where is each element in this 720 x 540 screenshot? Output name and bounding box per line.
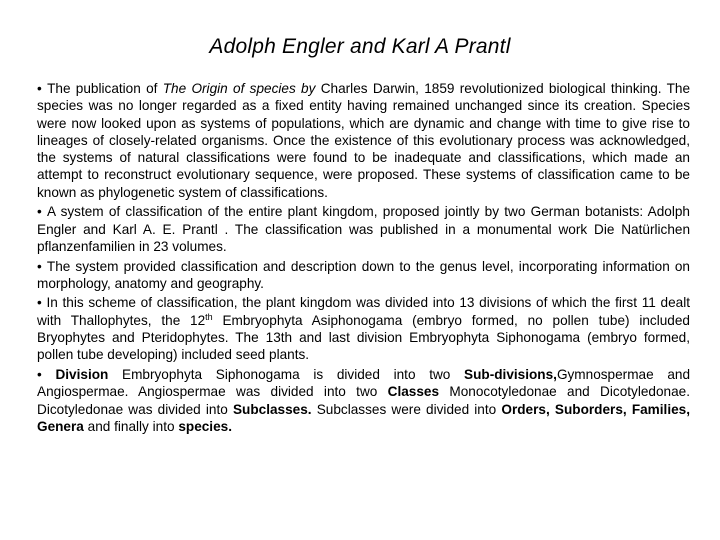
bold-term: Sub-divisions, [464,366,557,382]
text-run: Charles Darwin, 1859 revolutionized biological thinking. The species was no longer regarded as a fixed entity having remained unchanged since its creation. Species were now looked upon as systems of populations, which are dynamic and change with time to give rise to lineages of closely-related organisms. Once the existence of this evolutionary process was acknowledged, the systems of natural classifications were found to be inadequate and classifications, which made an attempt to reconstruct evolutionary sequence, were proposed. These systems of classification came to be known as phylogenetic system of classifications. [37,81,691,200]
italic-title: The Origin of species by [162,81,316,96]
bullet-marker: • [37,204,42,220]
text-run: The system provided classification and description down to the genus level, incorporating information on morphology, anatomy and geography. [37,258,690,291]
text-run: and finally into [83,418,179,434]
bullet-paragraph [37,366,690,435]
bullet-paragraph [37,80,690,201]
bullet-paragraph [37,258,690,293]
text-run: Embryophyta Siphonogama is divided into two [108,366,465,382]
text-run: Embryophyta Asiphonogama (embryo formed, no pollen tube) included Bryophytes and Pteridophytes. The 13th and last division Embryophyta Siphonogama (embryo formed, pollen tube developing) included seed plants. [37,312,690,363]
bullet-marker: • [37,81,42,96]
slide-body [37,80,690,437]
bold-term: Classes [387,384,440,400]
text-run: Monocotyledonae and Dicotyledonae. Dicotyledonae was divided into [37,384,690,417]
text-run: The publication of [47,81,163,96]
bold-term: Orders, Suborders, Families, Genera [37,401,690,434]
ordinal-superscript: th [205,311,213,322]
text-run: In this scheme of classification, the plant kingdom was divided into 13 divisions of which the first 11 dealt with Thallophytes, the 12 [37,295,690,328]
bold-term: Subclasses. [232,401,312,417]
bold-term: Division [55,366,109,382]
slide-title: Adolph Engler and Karl A Prantl [209,35,511,58]
text-run: A system of classification of the entire plant kingdom, proposed jointly by two German botanists: Adolph Engler and Karl A. E. Prantl . The classification was published in a monumental work Die Natürlichen pflanzenfamilien in 23 volumes. [37,204,690,254]
bold-term: species. [178,418,232,434]
bullet-paragraph [37,203,690,255]
text-run: Subclasses were divided into [311,401,502,417]
bullet-marker: • [37,258,42,274]
bullet-paragraph [37,294,690,363]
text-run: Gymnospermae and Angiospermae. Angiospermae was divided into two [37,366,690,400]
bullet-marker: • [37,366,42,382]
bullet-marker: • [37,295,42,311]
